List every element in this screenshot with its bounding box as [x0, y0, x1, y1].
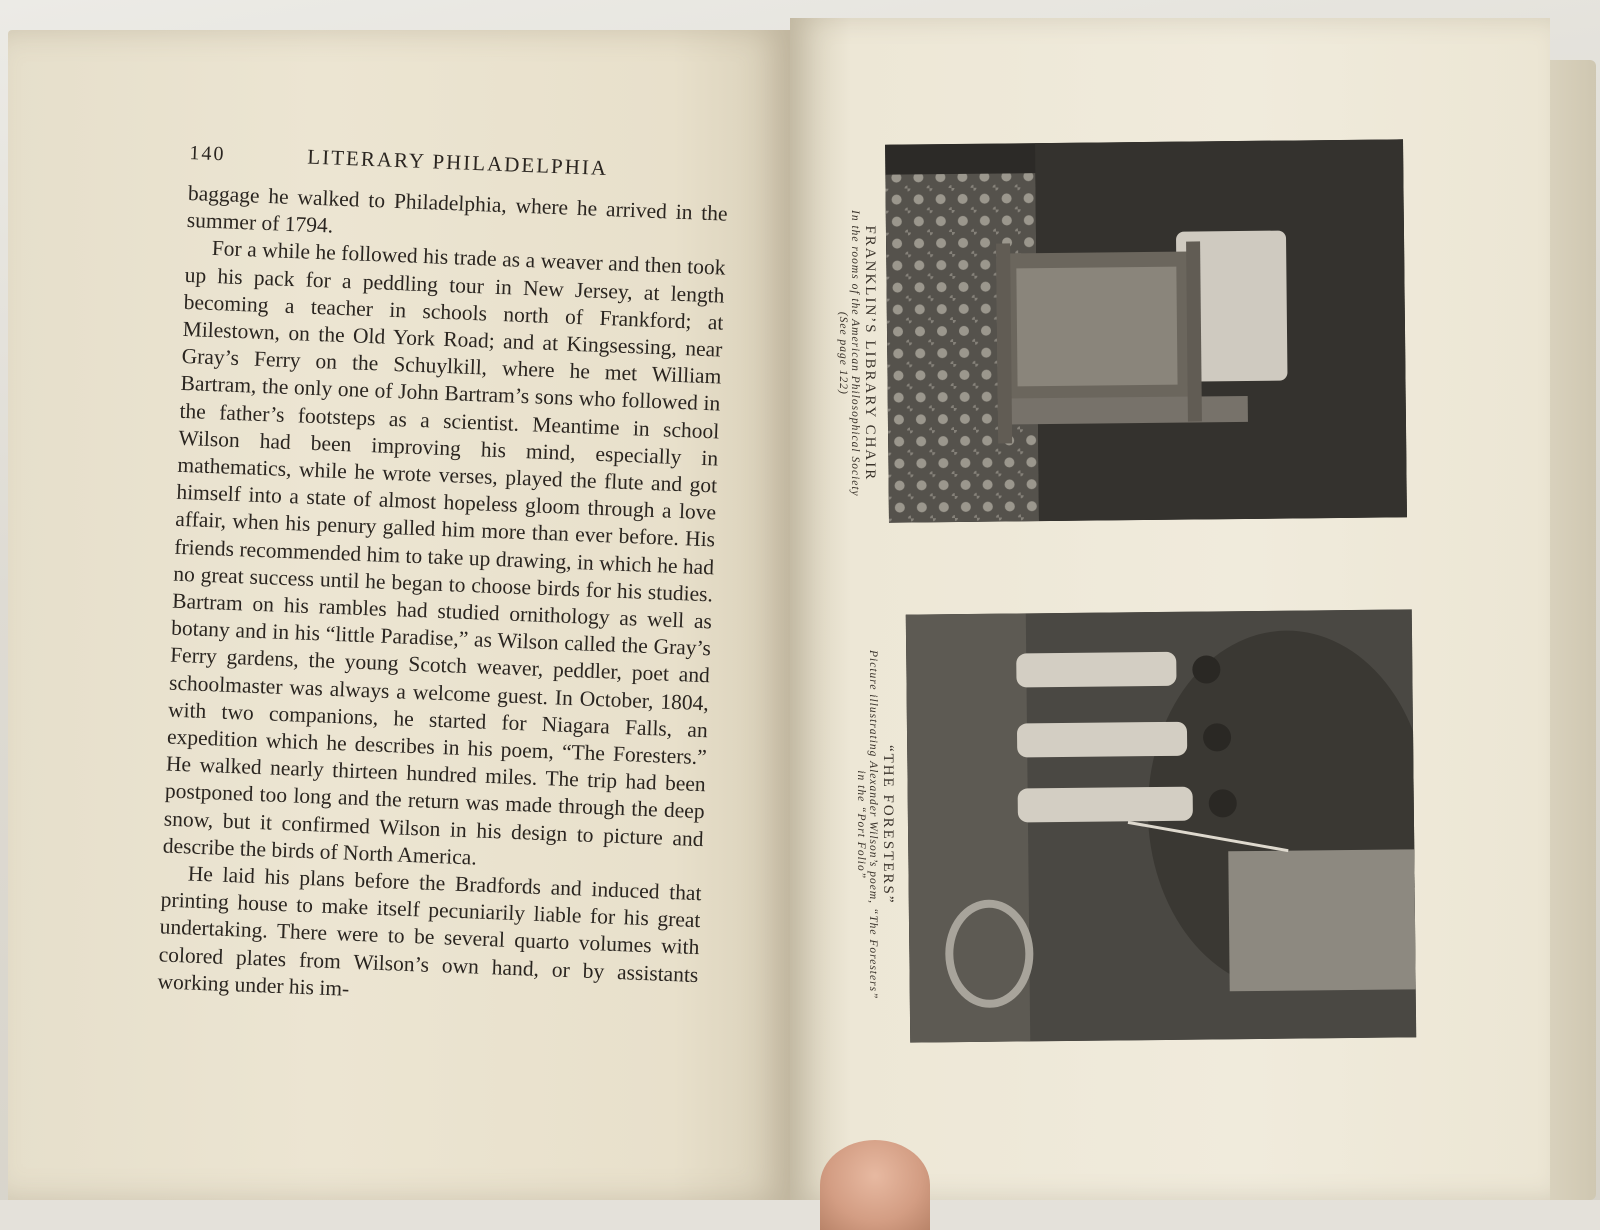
- chair-caption-title: FRANKLIN’S LIBRARY CHAIR: [862, 225, 878, 482]
- chair-caption: [837, 210, 878, 497]
- paragraph-2: For a while he followed his trade as a weaver and then took up his pack for a peddling tour in New Jersey, at length becoming a teacher in schools north of Frankford; at Milestown, on the Old York Road; and at Kingsessing, near Gray’s Ferry on the Schuylkill, where he met William Bartram, the only one of John Bartram’s sons who followed in the father’s footsteps as a scientist. Meantime in school Wilson had been improving his mind, especially in mathematics, while he wrote verses, played the flute and got himself into a state of almost hopeless gloom through a love affair, when his penury galled him more than ever before. His friends recommended him to take up drawing, in which he had no great success until he began to choose birds for his studies. Bartram on his rambles had studied ornithology as well as botany and in his “little Paradise,” as Wilson called the Gray’s Ferry gardens, the young Scotch weaver, peddler, poet and schoolmaster was always a welcome guest. In October, 1804, with two companions, he started for Niagara Falls, an expedition which he describes in his poem, “The Foresters.” He walked nearly thirteen hundred miles. The trip had been postponed too long and the return was made through the deep snow, but it confirmed Wilson in his design to picture and describe the birds of North America.: [162, 236, 726, 870]
- foresters-illustration: [906, 609, 1416, 1042]
- running-title: LITERARY PHILADELPHIA: [306, 144, 609, 181]
- foresters-caption-note: in the “Port Folio”: [855, 770, 867, 880]
- franklin-chair-photo: [885, 139, 1407, 522]
- chair-caption-subtitle: In the rooms of the American Philosophical Society: [849, 210, 861, 497]
- foresters-engraving: [906, 609, 1416, 1042]
- thumb: [820, 1140, 930, 1230]
- page-number: 140: [189, 141, 226, 166]
- chair-illustration: [885, 139, 1407, 522]
- left-page-text-block: [157, 140, 729, 1016]
- foresters-caption-subtitle: Picture illustrating Alexander Wilson’s poem, “The Foresters”: [867, 650, 879, 1000]
- foresters-caption: [855, 650, 896, 999]
- paragraph-3: He laid his plans before the Bradfords and induced that printing house to make itself pecuniarily liable for his great undertaking. There were to be several quarto volumes with colored plates from Wilson’s own hand, or by assistants working under his im-: [157, 861, 702, 1001]
- paragraph-1: baggage he walked to Philadelphia, where he arrived in the summer of 1794.: [186, 180, 729, 238]
- chair-caption-note: (See page 122): [837, 311, 849, 395]
- foresters-caption-title: “THE FORESTERS”: [880, 744, 896, 905]
